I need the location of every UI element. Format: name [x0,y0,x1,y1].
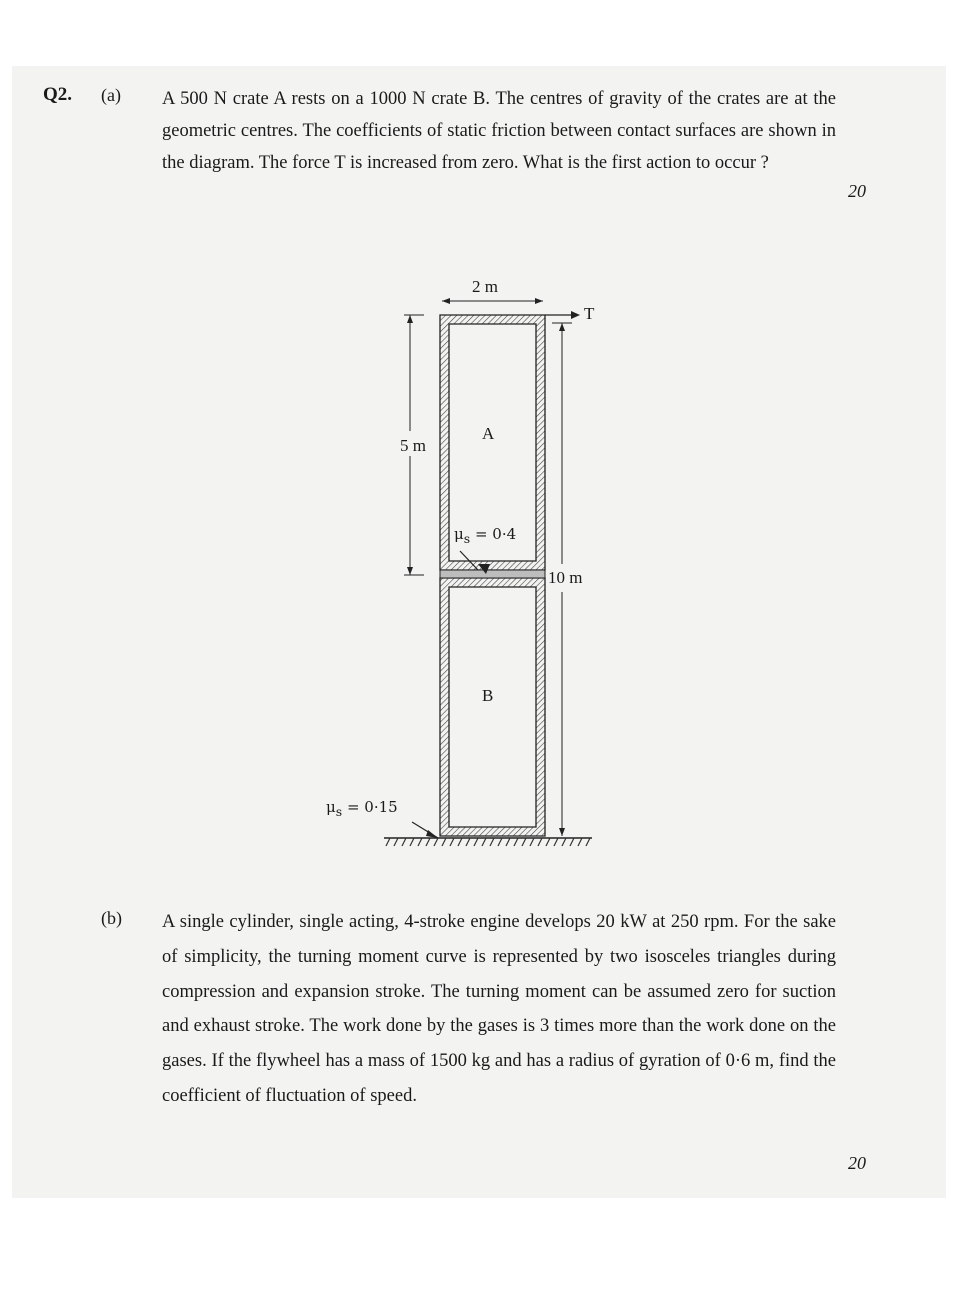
part-a-text: A 500 N crate A rests on a 1000 N crate B. The centres of gravity of the crates are at the geometric centres. The coefficients of static friction between contact surfaces are shown in the diagram. The force T is increased from zero. What is the first action to occur ? [162,89,836,173]
question-number: Q2. [43,84,73,105]
crates-diagram [300,268,620,868]
height-total-arrow-top [559,323,565,331]
width-arrow-left [442,298,450,304]
force-t-arrowhead [571,311,580,319]
mu-ground-arrow-head [426,830,438,838]
ground-hatching [386,838,590,846]
part-a-label: (a) [101,85,121,105]
mu-ab-symbol: μ [454,525,464,543]
part-a-marks: 20 [848,181,866,201]
mu-ab-subscript: s [463,531,471,546]
crate-b-label: B [482,686,494,705]
mu-ground-subscript: s [335,804,343,819]
crate-b-outline [440,578,545,836]
part-b-label: (b) [101,908,122,928]
height-a-label: 5 m [400,436,426,455]
mu-ab-label [454,525,516,546]
crate-a-label: A [482,424,495,443]
mu-ab-value: = 0·4 [470,525,517,543]
mu-ground-value: = 0·15 [342,798,398,816]
mu-ground-symbol: μ [326,798,336,816]
part-b-text: A single cylinder, single acting, 4-stroke engine develops 20 kW at 250 rpm. For the sake of simplicity, the turning moment curve is represented by two isosceles triangles during compression and expansion stroke. The turning moment can be assumed zero for suction and exhaust stroke. The work done by the gases is 3 times more than the work done on the gases. If the flywheel has a mass of 1500 kg and has a radius of gyration of 0·6 m, find the coefficient of fluctuation of speed. [162,912,836,1106]
contact-surface [440,570,545,578]
force-t-label: T [584,304,595,323]
width-label: 2 m [472,277,498,296]
height-a-arrow-top [407,315,413,323]
part-b-marks: 20 [848,1153,866,1173]
height-a-arrow-bottom [407,567,413,575]
height-total-arrow-bottom [559,828,565,836]
width-arrow-right [535,298,543,304]
height-total-label: 10 m [548,568,583,587]
mu-ground-label [326,798,398,819]
